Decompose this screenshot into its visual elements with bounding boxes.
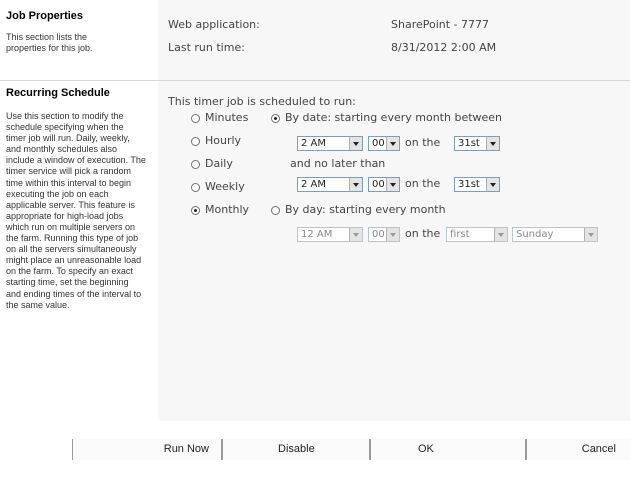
by-date-start-hour-value: 2 AM <box>301 138 327 149</box>
job-properties-panel <box>158 0 630 80</box>
by-date-start-on-the: on the <box>405 136 441 149</box>
ok-button[interactable] <box>370 439 526 460</box>
chevron-down-icon <box>486 137 499 150</box>
by-day-hour-select[interactable] <box>297 227 363 242</box>
by-date-end-hour-select[interactable] <box>297 177 363 192</box>
disable-button[interactable] <box>222 439 370 460</box>
job-properties-section <box>0 0 630 80</box>
radio-minutes[interactable] <box>191 114 200 123</box>
radio-hourly[interactable] <box>191 137 200 146</box>
by-date-start-day-select[interactable] <box>454 136 500 151</box>
by-date-end-minute-select[interactable] <box>368 177 400 192</box>
radio-monthly[interactable] <box>191 206 200 215</box>
chevron-down-icon <box>349 178 362 191</box>
by-day-week-value: first <box>450 229 470 240</box>
chevron-down-icon <box>584 228 597 241</box>
by-day-week-select[interactable] <box>446 227 508 242</box>
job-properties-title: Job Properties <box>6 10 84 22</box>
job-properties-description: This section lists the properties for this job. <box>6 32 93 54</box>
chevron-down-icon <box>349 137 362 150</box>
job-properties-left <box>0 0 155 80</box>
by-date-end-on-the: on the <box>405 177 441 190</box>
ok-label: OK <box>418 443 434 455</box>
radio-weekly-label: Weekly <box>205 180 245 193</box>
by-date-start-minute-value: 00 <box>372 138 385 149</box>
disable-label: Disable <box>278 443 315 455</box>
radio-by-date[interactable] <box>271 114 280 123</box>
by-date-end-minute-value: 00 <box>372 179 385 190</box>
by-date-end-day-value: 31st <box>458 179 480 190</box>
by-date-end-day-select[interactable] <box>454 177 500 192</box>
by-date-start-hour-select[interactable] <box>297 136 363 151</box>
radio-by-day[interactable] <box>271 206 280 215</box>
last-run-label: Last run time: <box>168 41 245 54</box>
no-later-than-label: and no later than <box>290 157 386 170</box>
by-day-minute-value: 00 <box>372 229 385 240</box>
radio-minutes-label: Minutes <box>205 111 249 124</box>
by-date-start-minute-select[interactable] <box>368 136 400 151</box>
radio-daily-label: Daily <box>205 157 233 170</box>
chevron-down-icon <box>349 228 362 241</box>
radio-hourly-label: Hourly <box>205 134 242 147</box>
radio-daily[interactable] <box>191 160 200 169</box>
recurring-schedule-panel <box>158 81 630 421</box>
by-day-on-the: on the <box>405 227 441 240</box>
chevron-down-icon <box>386 178 399 191</box>
run-now-label: Run Now <box>163 443 209 455</box>
by-date-start-day-value: 31st <box>458 138 480 149</box>
chevron-down-icon <box>486 178 499 191</box>
by-date-label: By date: starting every month between <box>285 111 503 124</box>
by-day-minute-select[interactable] <box>368 227 400 242</box>
chevron-down-icon <box>386 228 399 241</box>
cancel-label: Cancel <box>581 443 616 455</box>
last-run-value: 8/31/2012 2:00 AM <box>391 41 497 54</box>
recurring-schedule-description: Use this section to modify the schedule specifying when the timer job will run. Daily, weekly, and monthly schedules also include a window of execution. The timer service will pick a random time within this interval to begin executing the job on each applicable server. This feature is appropriate for high-load jobs which run on multiple servers on the farm. Running this type of job on all the servers simultaneously might place an unreasonable load on the farm. To specify an exact starting time, set the beginning and ending times of the interval to the same value. <box>6 111 146 310</box>
recurring-schedule-section <box>0 81 630 421</box>
recurring-schedule-title: Recurring Schedule <box>6 87 110 99</box>
radio-weekly[interactable] <box>191 183 200 192</box>
by-day-label: By day: starting every month <box>285 203 446 216</box>
web-application-value: SharePoint - 7777 <box>391 18 490 31</box>
schedule-intro: This timer job is scheduled to run: <box>168 95 356 108</box>
radio-monthly-label: Monthly <box>205 203 250 216</box>
cancel-button[interactable] <box>526 439 630 460</box>
by-day-hour-value: 12 AM <box>301 229 333 240</box>
web-application-label: Web application: <box>168 18 260 31</box>
by-date-end-hour-value: 2 AM <box>301 179 327 190</box>
chevron-down-icon <box>386 137 399 150</box>
recurring-schedule-left <box>0 81 155 421</box>
by-day-weekday-value: Sunday <box>516 229 554 240</box>
by-day-weekday-select[interactable] <box>512 227 598 242</box>
chevron-down-icon <box>494 228 507 241</box>
run-now-button[interactable] <box>72 439 222 460</box>
